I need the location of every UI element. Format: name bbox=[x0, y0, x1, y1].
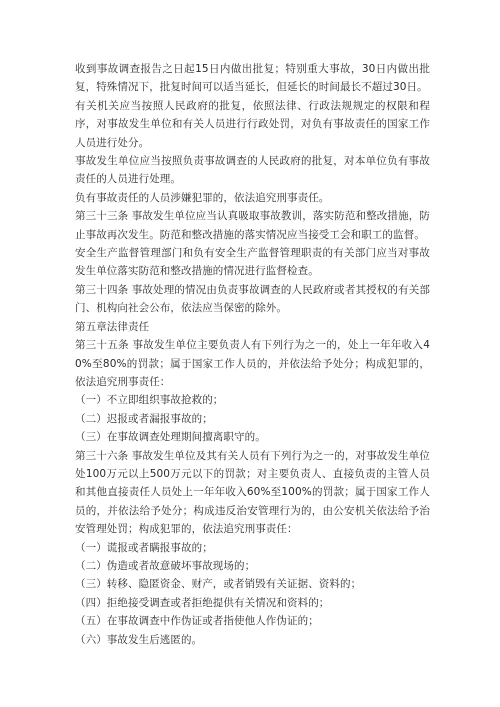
list-item: （二）伪造或者故意破坏事故现场的； bbox=[75, 559, 256, 572]
document-page bbox=[75, 60, 430, 649]
list-item: （一）不立即组织事故抢救的； bbox=[75, 394, 224, 407]
list-item: （四）拒绝接受调查或者拒绝提供有关情况和资料的； bbox=[75, 596, 330, 609]
list-item: （三）转移、隐匿资金、财产，或者销毁有关证据、资料的； bbox=[75, 578, 362, 591]
paragraph: 有关机关应当按照人民政府的批复，依照法律、行政法规规定的权限和程序，对事故发生单位和有关人员进行行政处罚，对负有事故责任的国家工作人员进行处分。 bbox=[75, 99, 430, 149]
paragraph: 安全生产监督管理部门和负有安全生产监督管理职责的有关部门应当对事故发生单位落实防范和整改措施的情况进行监督检查。 bbox=[75, 247, 430, 278]
list-item: （六）事故发生后逃匿的。 bbox=[75, 633, 203, 646]
article-34: 第三十四条 事故处理的情况由负责事故调查的人民政府或者其授权的有关部门、机构向社会公布，依法应当保密的除外。 bbox=[75, 283, 430, 315]
article-35: 第三十五条 事故发生单位主要负责人有下列行为之一的，处上一年年收入40%至80%的罚款；属于国家工作人员的，并依法给予处分；构成犯罪的，依法追究刑事责任： bbox=[75, 339, 430, 388]
list-item: （三）在事故调查处理期间擅离职守的。 bbox=[75, 431, 266, 444]
paragraph: 负有事故责任的人员涉嫌犯罪的，依法追究刑事责任。 bbox=[75, 191, 330, 204]
list-item: （五）在事故调查中作伪证或者指使他人作伪证的； bbox=[75, 615, 319, 628]
list-item: （一）谎报或者瞒报事故的； bbox=[75, 541, 213, 554]
article-36: 第三十六条 事故发生单位及其有关人员有下列行为之一的，对事故发生单位处100万元以上500万元以下的罚款；对主要负责人、直接负责的主管人员和其他直接责任人员处上一年年收入60%至100%的罚款；属于国家工作人员的，并依法给予处分；构成违反治安管理行为的，由公安机关依法给予治安管理处罚；构成犯罪的，依法追究刑事责任： bbox=[75, 449, 430, 536]
list-item: （二）迟报或者漏报事故的； bbox=[75, 412, 213, 425]
chapter-heading: 第五章法律责任 bbox=[75, 320, 150, 333]
article-33: 第三十三条 事故发生单位应当认真吸取事故教训，落实防范和整改措施，防止事故再次发生。防范和整改措施的落实情况应当接受工会和职工的监督。 bbox=[75, 210, 430, 241]
paragraph: 收到事故调查报告之日起15日内做出批复；特别重大事故，30日内做出批复，特殊情况下，批复时间可以适当延长，但延长的时间最长不超过30日。 bbox=[75, 63, 430, 94]
paragraph: 事故发生单位应当按照负责事故调查的人民政府的批复，对本单位负有事故责任的人员进行处理。 bbox=[75, 155, 430, 186]
